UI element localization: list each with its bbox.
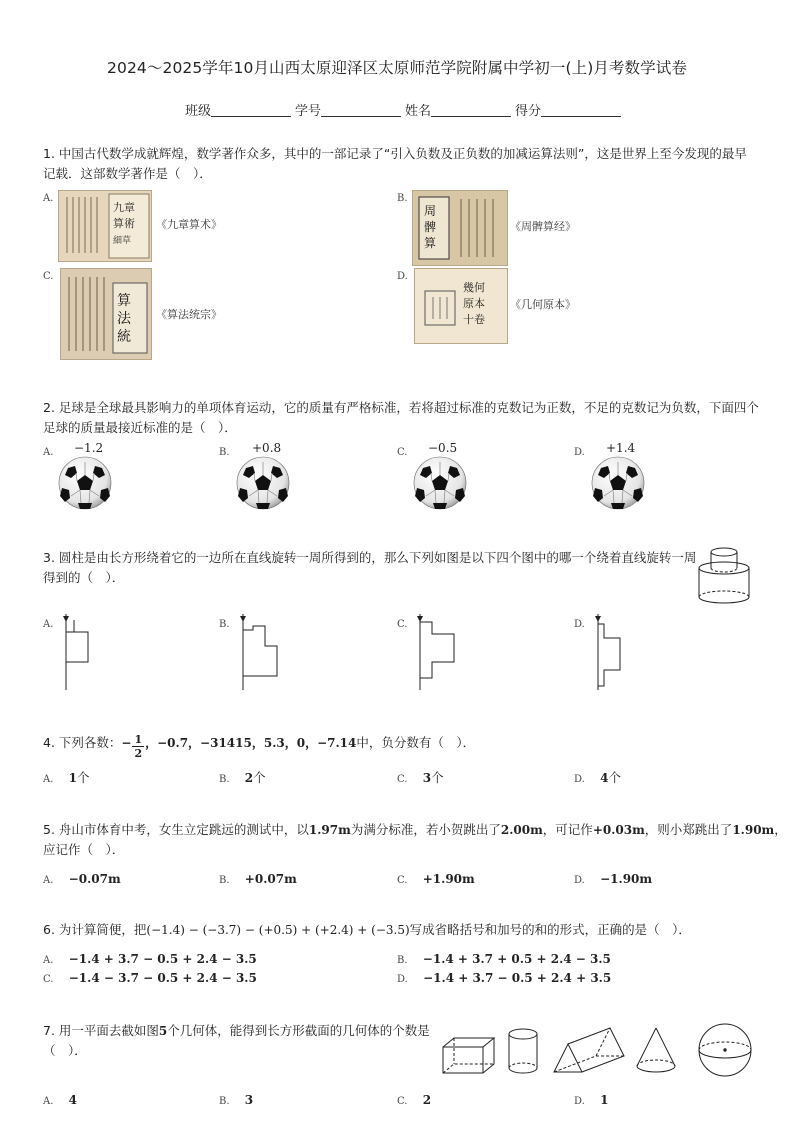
q7-text-2: 个几何体，能得到长方形截面的几何体的个数是 xyxy=(167,1023,430,1038)
q4-option-a[interactable] xyxy=(43,767,90,788)
q3-option-d-figure[interactable] xyxy=(590,610,630,692)
q4-stem xyxy=(43,733,475,760)
q6-expression: (−1.4) − (−3.7) − (+0.5) + (+2.4) + (−3.5) xyxy=(146,923,410,937)
cuboid-shape xyxy=(443,1038,494,1073)
q5-option-b[interactable] xyxy=(219,868,297,887)
q5-math-1: 1.97m xyxy=(308,823,351,837)
cone-shape xyxy=(637,1028,675,1072)
q4-option-d-letter: D. xyxy=(574,774,585,785)
q5-option-d-value: −1.90m xyxy=(600,872,653,886)
q3-stacked-cylinder-figure xyxy=(694,542,754,608)
q4-fraction-denominator: 2 xyxy=(134,747,143,760)
q7-line2: （ ）． xyxy=(43,1043,87,1058)
q5-text-2: 为满分标准，若小贺跳出了 xyxy=(350,822,501,837)
q4-option-a-unit: 个 xyxy=(77,770,90,785)
score-label: 得分 xyxy=(515,104,542,119)
score-blank[interactable] xyxy=(541,104,621,117)
q1-option-c-caption: 《算法统宗》 xyxy=(156,308,222,321)
q4-option-d[interactable] xyxy=(574,767,621,788)
q6-option-a-letter: A. xyxy=(43,955,54,966)
q1-option-d-letter: D. xyxy=(397,271,408,282)
q3-option-c-figure[interactable] xyxy=(408,610,464,692)
q4-option-c-value: 3 xyxy=(422,771,432,785)
q5-stem xyxy=(43,820,787,860)
q5-text-1: 5. 舟山市体育中考，女生立定跳远的测试中，以 xyxy=(43,822,309,837)
q7-option-b-letter: B. xyxy=(219,1096,230,1107)
q4-fraction-numerator: 1 xyxy=(134,733,143,746)
q6-option-b[interactable] xyxy=(397,948,611,967)
q1-option-a-caption: 《九章算术》 xyxy=(156,218,222,231)
q7-stem xyxy=(43,1021,430,1061)
q1-option-b-letter: B. xyxy=(397,193,408,204)
q1-stem xyxy=(43,144,747,184)
q4-option-b[interactable] xyxy=(219,767,266,788)
q6-text-1: 6. 为计算简便，把 xyxy=(43,922,147,937)
q5-option-c[interactable] xyxy=(397,868,475,887)
q5-option-c-value: +1.90m xyxy=(422,872,475,886)
q2-stem xyxy=(43,398,759,438)
q3-stem xyxy=(43,548,696,588)
q6-option-b-value: −1.4 + 3.7 + 0.5 + 2.4 − 3.5 xyxy=(422,952,611,966)
q7-solids-figure xyxy=(440,1022,760,1082)
q5-option-d-letter: D. xyxy=(574,875,585,886)
svg-text:算: 算 xyxy=(424,236,437,250)
q5-text-4: ，则小郑跳出了 xyxy=(644,822,733,837)
q4-numbers: ，−0.7，−31415，5.3，0，−7.14 xyxy=(145,736,357,750)
q6-option-c[interactable] xyxy=(43,967,257,986)
q1-option-c-book-image[interactable] xyxy=(60,268,152,360)
q2-option-c-value: −0.5 xyxy=(428,441,458,455)
svg-text:細草: 細草 xyxy=(113,236,132,246)
svg-text:髀: 髀 xyxy=(424,220,437,234)
q1-line2: 记载．这部数学著作是（ ）． xyxy=(43,166,212,181)
q4-fraction xyxy=(132,733,144,760)
q3-line1: 3. 圆柱是由长方形绕着它的一边所在直线旋转一周所得到的，那么下列如图是以下四个图中的哪一个绕着直线旋转一周 xyxy=(43,550,697,565)
svg-text:原本: 原本 xyxy=(463,297,485,310)
q2-option-b-value: +0.8 xyxy=(252,441,282,455)
q4-prefix: 4. 下列各数： xyxy=(43,735,122,750)
q5-option-b-letter: B. xyxy=(219,875,230,886)
q5-math-4: 1.90m xyxy=(732,823,775,837)
number-label: 学号 xyxy=(295,104,322,119)
number-blank[interactable] xyxy=(321,104,401,117)
q6-option-c-value: −1.4 − 3.7 − 0.5 + 2.4 − 3.5 xyxy=(68,971,257,985)
q4-option-a-letter: A. xyxy=(43,774,54,785)
q4-option-a-value: 1 xyxy=(68,771,78,785)
q4-option-b-value: 2 xyxy=(244,771,254,785)
q6-option-a[interactable] xyxy=(43,948,257,967)
q7-option-b[interactable] xyxy=(219,1089,253,1108)
q3-option-b-figure[interactable] xyxy=(233,610,283,692)
q4-option-c-letter: C. xyxy=(397,774,408,785)
q1-option-a-letter: A. xyxy=(43,193,54,204)
svg-text:周: 周 xyxy=(424,204,437,218)
q7-option-c-letter: C. xyxy=(397,1096,408,1107)
student-info-line xyxy=(185,100,625,119)
q3-option-a-figure[interactable] xyxy=(58,610,98,692)
q2-option-b-letter: B. xyxy=(219,447,230,458)
q5-option-c-letter: C. xyxy=(397,875,408,886)
q7-option-d-letter: D. xyxy=(574,1096,585,1107)
cylinder-shape xyxy=(509,1029,537,1073)
q7-option-d-value: 1 xyxy=(600,1093,609,1107)
q4-option-b-letter: B. xyxy=(219,774,230,785)
svg-text:算: 算 xyxy=(117,293,131,309)
q7-option-d[interactable] xyxy=(574,1089,608,1108)
q3-option-c-letter: C. xyxy=(397,619,408,630)
name-blank[interactable] xyxy=(431,104,511,117)
q5-option-d[interactable] xyxy=(574,868,652,887)
q6-text-2: 写成省略括号和加号的和的形式，正确的是（ ）． xyxy=(409,922,691,937)
q7-line1 xyxy=(43,1021,430,1041)
q7-option-c[interactable] xyxy=(397,1089,431,1108)
q7-option-c-value: 2 xyxy=(422,1093,432,1107)
name-label: 姓名 xyxy=(405,104,432,119)
q1-option-c-letter: C. xyxy=(43,271,54,282)
q4-option-c-unit: 个 xyxy=(431,770,444,785)
q4-suffix: 中，负分数有（ ）． xyxy=(356,735,476,750)
q2-option-c-soccer-ball-icon[interactable] xyxy=(413,456,467,510)
q6-option-d-value: −1.4 + 3.7 − 0.5 + 2.4 + 3.5 xyxy=(423,971,612,985)
q6-option-a-value: −1.4 + 3.7 − 0.5 + 2.4 − 3.5 xyxy=(68,952,257,966)
triangular-prism-shape xyxy=(554,1028,624,1072)
class-blank[interactable] xyxy=(211,104,291,117)
q5-option-b-value: +0.07m xyxy=(244,872,297,886)
q7-math-1: 5 xyxy=(158,1024,168,1038)
q4-option-c[interactable] xyxy=(397,767,444,788)
svg-text:算術: 算術 xyxy=(113,217,135,230)
page-title: 2024～2025学年10月山西太原迎泽区太原师范学院附属中学初一(上)月考数学试卷 xyxy=(107,59,687,77)
q2-line1: 2. 足球是全球最具影响力的单项体育运动，它的质量有严格标准，若将超过标准的克数记为正数，不足的克数记为负数，下面四个 xyxy=(43,400,759,415)
q2-option-a-value: −1.2 xyxy=(74,441,104,455)
q1-option-d-book-image[interactable] xyxy=(414,268,508,344)
q5-option-a-value: −0.07m xyxy=(68,872,121,886)
svg-text:統: 統 xyxy=(117,329,131,345)
q2-option-a-letter: A. xyxy=(43,447,54,458)
q1-option-d-caption: 《几何原本》 xyxy=(510,298,576,311)
q3-line2: 得到的（ ）． xyxy=(43,570,125,585)
q6-option-d[interactable] xyxy=(397,967,611,986)
q6-option-c-letter: C. xyxy=(43,974,54,985)
q7-text-1: 7. 用一平面去截如图 xyxy=(43,1023,159,1038)
q7-option-b-value: 3 xyxy=(244,1093,254,1107)
q6-stem xyxy=(43,920,691,940)
q2-option-d-value: +1.4 xyxy=(606,441,636,455)
q5-math-3: +0.03m xyxy=(592,823,645,837)
q3-option-a-letter: A. xyxy=(43,619,54,630)
q4-option-d-value: 4 xyxy=(600,771,609,785)
svg-text:法: 法 xyxy=(117,311,131,327)
q7-option-a[interactable] xyxy=(43,1089,77,1108)
svg-text:九章: 九章 xyxy=(113,201,135,214)
svg-text:十卷: 十卷 xyxy=(463,313,485,326)
q5-line2: 应记作（ ）． xyxy=(43,842,125,857)
q5-option-a-letter: A. xyxy=(43,875,54,886)
sphere-shape xyxy=(699,1024,751,1076)
q2-option-d-soccer-ball-icon[interactable] xyxy=(591,456,645,510)
svg-text:幾何: 幾何 xyxy=(463,281,485,294)
q4-option-d-unit: 个 xyxy=(608,770,621,785)
q1-line1: 1. 中国古代数学成就辉煌，数学著作众多，其中的一部记录了“引入负数及正负数的加减运算法则”，这是世界上至今发现的最早 xyxy=(43,146,747,161)
q5-math-2: 2.00m xyxy=(500,823,543,837)
class-label: 班级 xyxy=(185,104,212,119)
q5-text-5: ， xyxy=(774,822,787,837)
q1-option-a-book-image[interactable] xyxy=(58,190,152,262)
q6-option-b-letter: B. xyxy=(397,955,408,966)
q5-text-3: ，可记作 xyxy=(542,822,593,837)
q7-option-a-letter: A. xyxy=(43,1096,54,1107)
q1-option-b-book-image[interactable] xyxy=(412,190,508,266)
q2-option-c-letter: C. xyxy=(397,447,408,458)
q6-option-d-letter: D. xyxy=(397,974,408,985)
q5-option-a[interactable] xyxy=(43,868,121,887)
q2-line2: 足球的质量最接近标准的是（ ）． xyxy=(43,420,237,435)
q4-minus-sign: − xyxy=(121,736,132,750)
q7-option-a-value: 4 xyxy=(68,1093,78,1107)
q2-option-d-letter: D. xyxy=(574,447,585,458)
q1-option-b-caption: 《周髀算经》 xyxy=(510,220,576,233)
q5-line1 xyxy=(43,820,787,840)
q3-option-b-letter: B. xyxy=(219,619,230,630)
q2-option-b-soccer-ball-icon[interactable] xyxy=(236,456,290,510)
q2-option-a-soccer-ball-icon[interactable] xyxy=(58,456,112,510)
q4-option-b-unit: 个 xyxy=(253,770,266,785)
q3-option-d-letter: D. xyxy=(574,619,585,630)
